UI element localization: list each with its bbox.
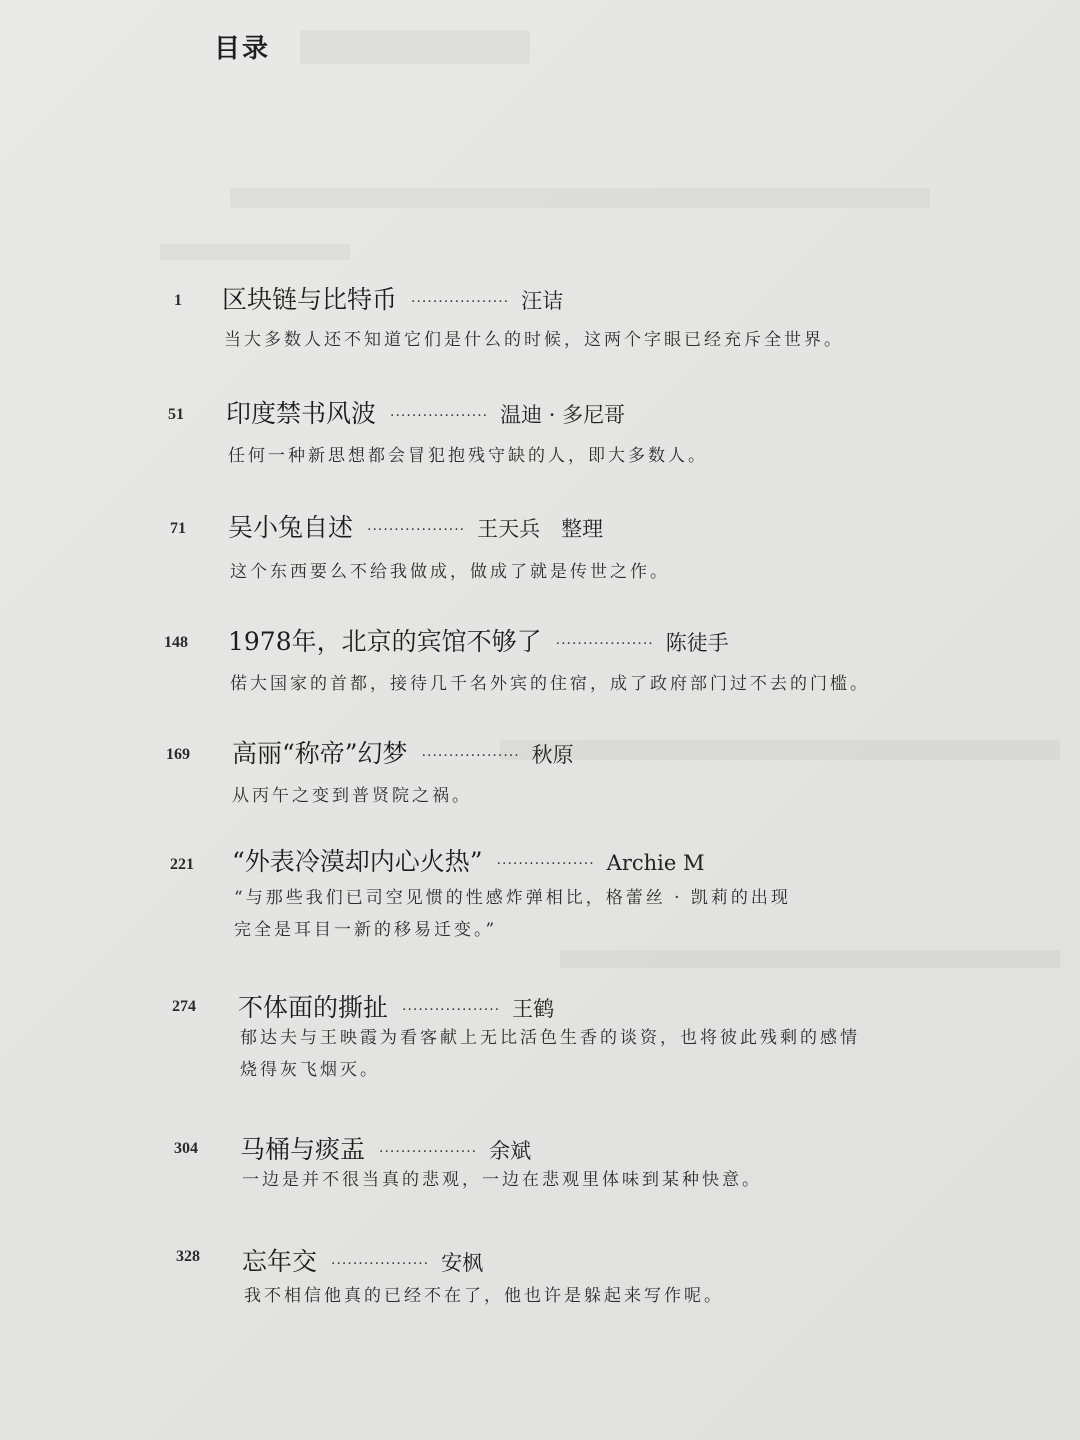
page-number: 51	[168, 406, 184, 423]
entry-title: 马桶与痰盂	[240, 1135, 366, 1164]
leader-dots: ··················	[555, 635, 654, 652]
page-number: 169	[166, 746, 190, 763]
entry-author: 安枫	[441, 1251, 484, 1275]
entry-title-line	[232, 734, 574, 770]
description-line: 从丙午之变到普贤院之祸。	[232, 786, 472, 806]
leader-dots: ··················	[331, 1255, 430, 1272]
entry-title: 高丽“称帝”幻梦	[232, 739, 408, 768]
page-number: 328	[176, 1248, 200, 1265]
entry-author: 陈徒手	[665, 631, 729, 655]
description-line: 郁达夫与王映霞为看客献上无比活色生香的谈资，也将彼此残剩的感情	[240, 1028, 860, 1048]
show-through-mark	[500, 740, 1060, 760]
entry-description	[234, 882, 791, 946]
description-line: 完全是耳目一新的移易迁变。”	[234, 920, 498, 940]
leader-dots: ··················	[390, 407, 489, 424]
entry-author: 秋原	[531, 743, 574, 767]
leader-dots: ··················	[379, 1143, 478, 1160]
page-number: 71	[170, 520, 186, 537]
entry-description	[228, 440, 708, 472]
show-through-mark	[560, 950, 1060, 968]
description-line: 这个东西要么不给我做成，做成了就是传世之作。	[230, 562, 670, 582]
entry-title: 印度禁书风波	[226, 399, 377, 428]
show-through-mark	[300, 30, 530, 64]
entry-title-line	[228, 508, 603, 544]
page-number: 221	[170, 856, 194, 873]
description-line: 一边是并不很当真的悲观，一边在悲观里体味到某种快意。	[242, 1170, 762, 1190]
description-line: 任何一种新思想都会冒犯抱残守缺的人，即大多数人。	[228, 446, 708, 466]
entry-title-line	[228, 622, 729, 658]
leader-dots: ··················	[367, 521, 466, 538]
entry-title-line	[242, 1242, 483, 1278]
page-number: 148	[164, 634, 188, 651]
entry-title: “外表冷漠却内心火热”	[232, 847, 483, 876]
entry-title: 忘年交	[242, 1247, 318, 1276]
entry-title-line	[232, 842, 704, 878]
entry-description	[230, 668, 870, 700]
entry-title-line	[238, 988, 554, 1024]
entry-description	[242, 1164, 762, 1196]
show-through-mark	[230, 188, 930, 208]
entry-author: Archie M	[606, 851, 705, 875]
show-through-mark	[160, 244, 350, 260]
entry-author: 王鹤	[512, 997, 555, 1021]
description-line: 我不相信他真的已经不在了，他也许是躲起来写作呢。	[244, 1286, 724, 1306]
description-line: 偌大国家的首都，接待几千名外宾的住宿，成了政府部门过不去的门槛。	[230, 674, 870, 694]
toc-heading: 目录	[214, 34, 271, 64]
description-line: “与那些我们已司空见惯的性感炸弹相比，格蕾丝 · 凯莉的出现	[234, 888, 791, 908]
entry-description	[232, 780, 472, 812]
entry-description	[244, 1280, 724, 1312]
entry-description	[240, 1022, 860, 1086]
entry-description	[230, 556, 670, 588]
entry-title: 区块链与比特币	[222, 285, 398, 314]
page-number: 274	[172, 998, 196, 1015]
entry-title: 1978年，北京的宾馆不够了	[228, 627, 542, 656]
entry-description	[224, 324, 844, 356]
page-number: 304	[174, 1140, 198, 1157]
description-line: 当大多数人还不知道它们是什么的时候，这两个字眼已经充斥全世界。	[224, 330, 844, 350]
page-number: 1	[174, 292, 182, 309]
entry-title-line	[226, 394, 625, 430]
description-line: 烧得灰飞烟灭。	[240, 1060, 380, 1080]
entry-author: 汪诘	[521, 289, 564, 313]
leader-dots: ··················	[496, 855, 595, 872]
entry-title: 吴小兔自述	[228, 513, 354, 542]
entry-title-line	[240, 1130, 531, 1166]
entry-title-line	[222, 280, 563, 316]
leader-dots: ··················	[421, 747, 520, 764]
leader-dots: ··················	[411, 293, 510, 310]
entry-author: 王天兵 整理	[477, 517, 604, 541]
entry-author: 余斌	[489, 1139, 532, 1163]
leader-dots: ··················	[402, 1001, 501, 1018]
entry-author: 温迪 · 多尼哥	[500, 403, 626, 427]
entry-title: 不体面的撕扯	[238, 993, 389, 1022]
